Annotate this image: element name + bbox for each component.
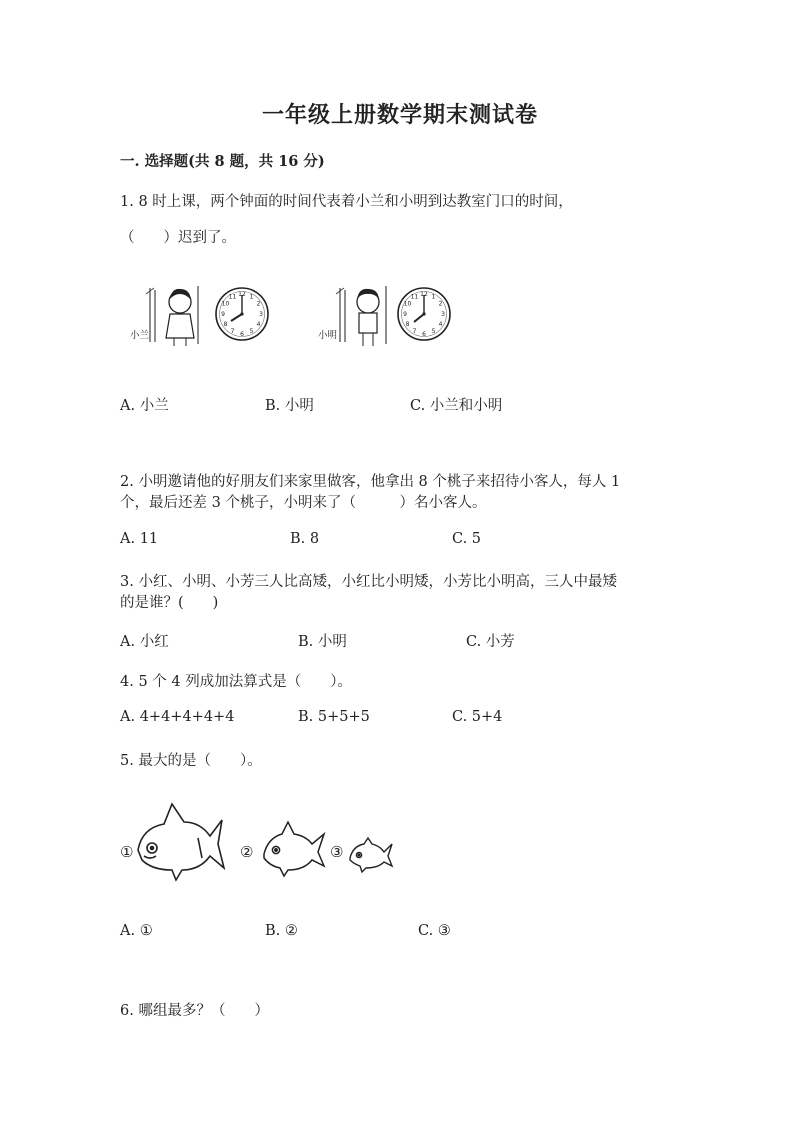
clock-icon-xiaolan	[216, 288, 268, 340]
svg-text:6: 6	[422, 331, 426, 338]
q5-text-line1: 5. 最大的是（ ）。	[120, 753, 262, 769]
clock-label-xiaoming: 小明	[318, 330, 338, 341]
q3-option-a[interactable]: A. 小红	[120, 634, 169, 650]
q4-option-b[interactable]: B. 5+5+5	[298, 709, 370, 725]
svg-text:12: 12	[420, 291, 428, 298]
svg-text:9: 9	[403, 311, 407, 318]
svg-text:8: 8	[223, 321, 228, 328]
fish-icon-small	[350, 838, 392, 872]
svg-text:4: 4	[256, 321, 261, 328]
svg-text:11: 11	[228, 293, 237, 301]
fish-icon-large	[138, 804, 224, 880]
svg-text:1: 1	[431, 293, 436, 301]
clock-icon-xiaoming	[398, 288, 450, 340]
page-title: 一年级上册数学期末测试卷	[261, 102, 538, 128]
q4-text-line1: 4. 5 个 4 列成加法算式是（ ）。	[120, 674, 352, 690]
clock-label-xiaolan: 小兰	[130, 330, 150, 341]
q1-option-b[interactable]: B. 小明	[265, 398, 314, 414]
q4-option-a[interactable]: A. 4+4+4+4+4	[120, 709, 235, 725]
q1-option-a[interactable]: A. 小兰	[120, 398, 169, 414]
svg-text:2: 2	[438, 300, 443, 308]
fish-label-3: ③	[330, 843, 344, 861]
q6-text-line1: 6. 哪组最多？（ ）	[120, 1003, 269, 1019]
svg-text:10: 10	[221, 300, 230, 308]
q2-text-line1: 2. 小明邀请他的好朋友们来家里做客，他拿出 8 个桃子来招待小客人，每人 1	[120, 474, 621, 490]
svg-text:10: 10	[403, 300, 412, 308]
q2-text-line2: 个，最后还差 3 个桃子，小明来了（ ）名小客人。	[120, 495, 487, 511]
q3-option-b[interactable]: B. 小明	[298, 634, 347, 650]
svg-text:5: 5	[431, 328, 436, 335]
fish-icon-medium	[264, 822, 324, 876]
fish-label-1: ①	[120, 843, 134, 861]
svg-text:11: 11	[410, 293, 419, 301]
svg-text:8: 8	[405, 321, 410, 328]
q4-option-c[interactable]: C. 5+4	[452, 709, 503, 725]
svg-text:5: 5	[249, 328, 254, 335]
q2-option-c[interactable]: C. 5	[452, 531, 482, 547]
svg-text:1: 1	[249, 293, 254, 301]
svg-text:4: 4	[438, 321, 443, 328]
q3-text-line2: 的是谁？( )	[120, 595, 219, 611]
q1-clocks-figure	[128, 280, 468, 350]
svg-text:2: 2	[256, 300, 261, 308]
svg-text:3: 3	[259, 311, 263, 318]
q2-option-b[interactable]: B. 8	[290, 531, 320, 547]
girl-illustration	[146, 286, 198, 346]
q5-option-b[interactable]: B. ②	[265, 923, 298, 939]
q1-text-line2: （ ）迟到了。	[120, 230, 236, 246]
q2-option-a[interactable]: A. 11	[120, 531, 159, 547]
q5-option-c[interactable]: C. ③	[418, 923, 451, 939]
svg-text:7: 7	[230, 328, 235, 335]
svg-text:9: 9	[221, 311, 225, 318]
q5-fish-figure	[118, 798, 398, 888]
fish-label-2: ②	[240, 843, 254, 861]
svg-text:6: 6	[240, 331, 244, 338]
q5-option-a[interactable]: A. ①	[120, 923, 153, 939]
section-heading: 一. 选择题(共 8 题，共 16 分)	[120, 153, 325, 170]
q3-text-line1: 3. 小红、小明、小芳三人比高矮，小红比小明矮，小芳比小明高，三人中最矮	[120, 574, 617, 590]
q1-option-c[interactable]: C. 小兰和小明	[410, 398, 503, 414]
svg-text:12: 12	[238, 291, 246, 298]
svg-text:7: 7	[412, 328, 417, 335]
q1-text-line1: 1. 8 时上课，两个钟面的时间代表着小兰和小明到达教室门口的时间，	[120, 194, 573, 210]
boy-illustration	[336, 286, 386, 346]
svg-text:3: 3	[441, 311, 445, 318]
q3-option-c[interactable]: C. 小芳	[466, 634, 515, 650]
